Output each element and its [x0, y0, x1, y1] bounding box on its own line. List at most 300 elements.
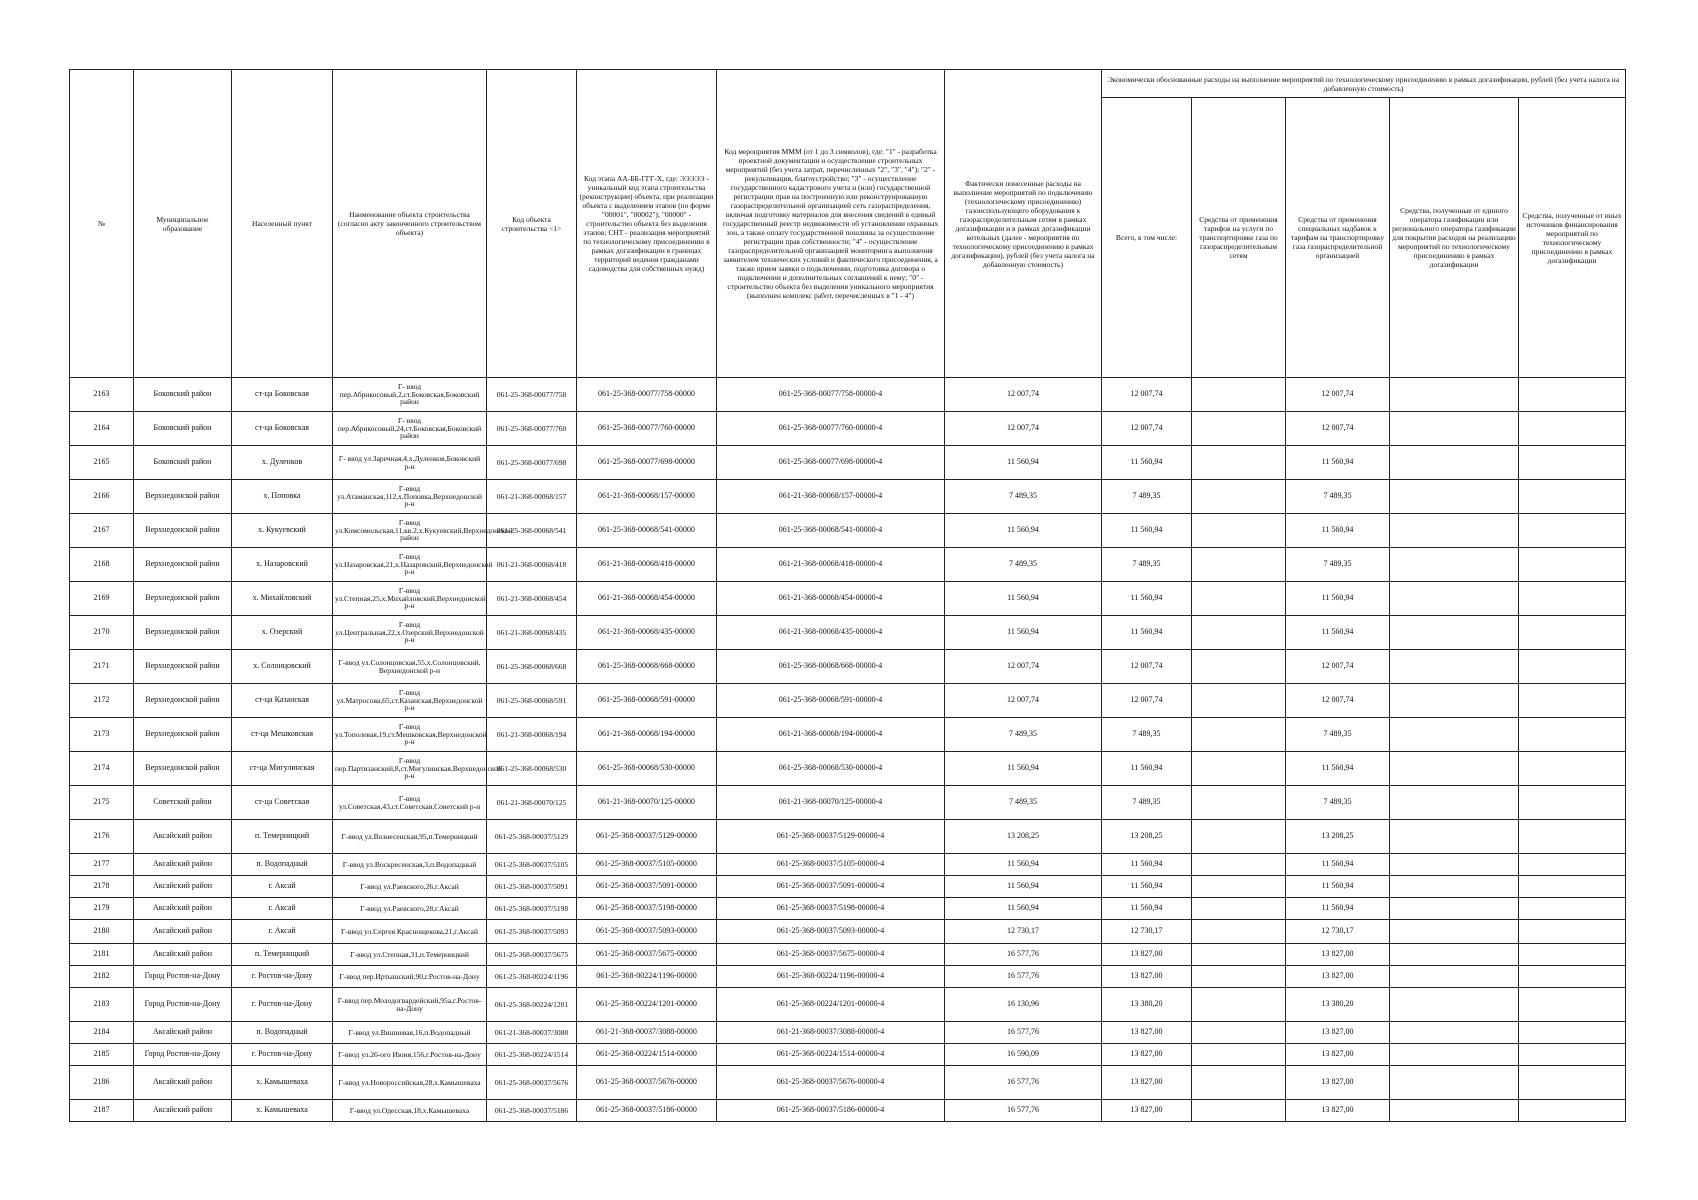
row-object-name: Г-ввод ул.Атаманская,112,х.Поповка,Верхнедонской р-н	[333, 480, 487, 514]
row-object-code: 061-25-368-00037/5675	[487, 944, 577, 966]
row-object-name: Г- ввод пер.Абрикосовый,2,ст.Боковская,Боковский район	[333, 378, 487, 412]
row-actual-costs: 12 007,74	[945, 684, 1102, 718]
row-settlement: г. Аксай	[232, 876, 333, 898]
row-settlement: х. Камышеваха	[232, 1100, 333, 1122]
row-actual-costs: 11 560,94	[945, 446, 1102, 480]
row-actual-costs: 16 577,76	[945, 966, 1102, 988]
row-operator	[1390, 786, 1519, 820]
row-event-code: 061-25-368-00068/591-00000-4	[717, 684, 945, 718]
row-object-name: Г-ввод ул.Солонцовская,55,х.Солонцовский, Верхнедонской р-н	[333, 650, 487, 684]
row-object-code: 061-25-368-00068/530	[487, 752, 577, 786]
row-tariff	[1192, 446, 1286, 480]
row-settlement: х. Кукуевский	[232, 514, 333, 548]
row-num: 2185	[70, 1044, 134, 1066]
row-markup: 11 560,94	[1286, 876, 1390, 898]
row-settlement: х. Солонцовский	[232, 650, 333, 684]
row-object-code: 061-21-368-00070/125	[487, 786, 577, 820]
table-row	[70, 514, 1626, 548]
row-object-code: 061-25-368-00037/5676	[487, 1066, 577, 1100]
row-actual-costs: 16 577,76	[945, 1066, 1102, 1100]
row-other	[1519, 876, 1626, 898]
row-object-code: 061-25-368-00077/698	[487, 446, 577, 480]
row-stage-code: 061-25-368-00068/591-00000	[577, 684, 717, 718]
row-markup: 12 007,74	[1286, 684, 1390, 718]
row-tariff	[1192, 920, 1286, 944]
table-row	[70, 820, 1626, 854]
row-total: 13 827,00	[1102, 1066, 1192, 1100]
row-operator	[1390, 412, 1519, 446]
row-actual-costs: 11 560,94	[945, 582, 1102, 616]
row-markup: 11 560,94	[1286, 514, 1390, 548]
header-object-name: Наименование объекта строительства (согласно акту законченного строительством объекта)	[333, 70, 487, 378]
row-operator	[1390, 854, 1519, 876]
row-actual-costs: 16 130,96	[945, 988, 1102, 1022]
row-operator	[1390, 1022, 1519, 1044]
row-object-name: Г-ввод пер.Иртышский,90,г.Ростов-на-Дону	[333, 966, 487, 988]
row-event-code: 061-21-368-00068/194-00000-4	[717, 718, 945, 752]
row-municipality: Город Ростов-на-Дону	[134, 966, 232, 988]
row-object-name: Г-ввод ул.Центральная,22,х.Озерский,Верхнедонской р-н	[333, 616, 487, 650]
row-event-code: 061-21-368-00037/3088-00000-4	[717, 1022, 945, 1044]
row-object-code: 061-21-368-00068/435	[487, 616, 577, 650]
header-total: Всего, в том числе:	[1102, 98, 1192, 378]
row-stage-code: 061-25-368-00037/5675-00000	[577, 944, 717, 966]
row-tariff	[1192, 1022, 1286, 1044]
row-markup: 13 380,20	[1286, 988, 1390, 1022]
row-other	[1519, 854, 1626, 876]
table-row	[70, 920, 1626, 944]
data-table	[69, 69, 1626, 1122]
row-markup: 11 560,94	[1286, 854, 1390, 876]
table-row	[70, 854, 1626, 876]
row-stage-code: 061-21-368-00068/435-00000	[577, 616, 717, 650]
row-object-name: Г-ввод ул.Степная,25,х.Михайловский,Верхнедонской р-н	[333, 582, 487, 616]
row-object-name: Г-ввод ул.Одесская,18,х.Камышеваха	[333, 1100, 487, 1122]
row-object-name: Г-ввод ул.Сергея Краснощекова,21,г.Аксай	[333, 920, 487, 944]
row-operator	[1390, 988, 1519, 1022]
row-other	[1519, 1044, 1626, 1066]
row-object-name: Г-ввод ул.Раевского,28,г.Аксай	[333, 898, 487, 920]
row-event-code: 061-25-368-00037/5186-00000-4	[717, 1100, 945, 1122]
row-total: 11 560,94	[1102, 514, 1192, 548]
row-stage-code: 061-25-368-00224/1201-00000	[577, 988, 717, 1022]
row-total: 11 560,94	[1102, 582, 1192, 616]
row-actual-costs: 7 489,35	[945, 480, 1102, 514]
row-stage-code: 061-25-368-00037/5105-00000	[577, 854, 717, 876]
row-object-code: 061-21-368-00068/418	[487, 548, 577, 582]
row-event-code: 061-25-368-00037/5676-00000-4	[717, 1066, 945, 1100]
row-total: 13 827,00	[1102, 1022, 1192, 1044]
row-other	[1519, 1066, 1626, 1100]
row-tariff	[1192, 786, 1286, 820]
row-total: 13 827,00	[1102, 944, 1192, 966]
row-markup: 11 560,94	[1286, 616, 1390, 650]
row-municipality: Верхнедонской район	[134, 480, 232, 514]
row-stage-code: 061-25-368-00077/760-00000	[577, 412, 717, 446]
row-municipality: Город Ростов-на-Дону	[134, 1044, 232, 1066]
row-total: 13 827,00	[1102, 1044, 1192, 1066]
row-total: 12 007,74	[1102, 378, 1192, 412]
row-object-name: Г-ввод ул.Воскресенская,3,п.Водопадный	[333, 854, 487, 876]
row-num: 2173	[70, 718, 134, 752]
row-event-code: 061-21-368-00068/454-00000-4	[717, 582, 945, 616]
row-object-name: Г-ввод ул.Раевского,26,г.Аксай	[333, 876, 487, 898]
row-markup: 13 827,00	[1286, 944, 1390, 966]
row-actual-costs: 11 560,94	[945, 514, 1102, 548]
row-total: 11 560,94	[1102, 446, 1192, 480]
row-object-name: Г-ввод ул.Тополевая,19,ст.Мешковская,Верхнедонской р-н	[333, 718, 487, 752]
row-tariff	[1192, 1066, 1286, 1100]
row-object-code: 061-25-368-00068/591	[487, 684, 577, 718]
row-event-code: 061-25-368-00077/758-00000-4	[717, 378, 945, 412]
table-row	[70, 1044, 1626, 1066]
row-other	[1519, 446, 1626, 480]
row-settlement: г. Ростов-на-Дону	[232, 1044, 333, 1066]
row-municipality: Советский район	[134, 786, 232, 820]
row-actual-costs: 12 007,74	[945, 650, 1102, 684]
row-stage-code: 061-21-368-00068/194-00000	[577, 718, 717, 752]
row-event-code: 061-25-368-00037/5093-00000-4	[717, 920, 945, 944]
row-stage-code: 061-21-368-00068/418-00000	[577, 548, 717, 582]
row-event-code: 061-25-368-00224/1201-00000-4	[717, 988, 945, 1022]
row-operator	[1390, 378, 1519, 412]
row-markup: 13 827,00	[1286, 966, 1390, 988]
row-municipality: Верхнедонской район	[134, 582, 232, 616]
row-total: 7 489,35	[1102, 480, 1192, 514]
table-row	[70, 944, 1626, 966]
row-tariff	[1192, 718, 1286, 752]
row-operator	[1390, 1066, 1519, 1100]
row-object-code: 061-25-368-00037/5093	[487, 920, 577, 944]
row-event-code: 061-25-368-00037/5091-00000-4	[717, 876, 945, 898]
header-tariff: Средства от применения тарифов на услуги по транспортировке газа по газораспределительным сетям	[1192, 98, 1286, 378]
row-settlement: п. Водопадный	[232, 854, 333, 876]
table-row	[70, 548, 1626, 582]
row-tariff	[1192, 944, 1286, 966]
row-other	[1519, 684, 1626, 718]
row-event-code: 061-21-368-00070/125-00000-4	[717, 786, 945, 820]
row-operator	[1390, 898, 1519, 920]
row-stage-code: 061-25-368-00037/5129-00000	[577, 820, 717, 854]
header-operator: Средства, полученные от единого оператора газификации или регионального оператора газификации для покрытия расходов на реализацию мероприятий по технологическому присоединению в рамках догазификации	[1390, 98, 1519, 378]
row-municipality: Верхнедонской район	[134, 752, 232, 786]
row-actual-costs: 13 208,25	[945, 820, 1102, 854]
row-other	[1519, 966, 1626, 988]
header-settlement: Населенный пункт	[232, 70, 333, 378]
row-object-code: 061-25-368-00037/5105	[487, 854, 577, 876]
row-other	[1519, 944, 1626, 966]
row-municipality: Город Ростов-на-Дону	[134, 988, 232, 1022]
row-tariff	[1192, 966, 1286, 988]
row-object-code: 061-21-368-00037/3088	[487, 1022, 577, 1044]
row-municipality: Боковский район	[134, 412, 232, 446]
row-municipality: Верхнедонской район	[134, 616, 232, 650]
row-event-code: 061-25-368-00077/760-00000-4	[717, 412, 945, 446]
row-object-name: Г-ввод ул.Матросова,65,ст.Казанская,Верхнедонской р-н	[333, 684, 487, 718]
row-total: 11 560,94	[1102, 876, 1192, 898]
row-municipality: Верхнедонской район	[134, 650, 232, 684]
row-stage-code: 061-25-368-00068/530-00000	[577, 752, 717, 786]
row-tariff	[1192, 876, 1286, 898]
table-row	[70, 446, 1626, 480]
row-stage-code: 061-21-368-00068/454-00000	[577, 582, 717, 616]
row-num: 2177	[70, 854, 134, 876]
row-stage-code: 061-21-368-00070/125-00000	[577, 786, 717, 820]
row-total: 13 827,00	[1102, 966, 1192, 988]
row-municipality: Верхнедонской район	[134, 684, 232, 718]
row-num: 2169	[70, 582, 134, 616]
header-other: Средства, полученные от иных источников финансирования мероприятий по технологическому присоединению в рамках догазификации	[1519, 98, 1626, 378]
row-total: 7 489,35	[1102, 548, 1192, 582]
header-group-economic-costs: Экономически обоснованные расходы на выполнение мероприятий по технологическому присоединению в рамках догазификации, рублей (без учета налога на добавленную стоимость)	[1102, 70, 1626, 98]
row-num: 2186	[70, 1066, 134, 1100]
row-event-code: 061-25-368-00068/668-00000-4	[717, 650, 945, 684]
row-actual-costs: 11 560,94	[945, 898, 1102, 920]
table-row	[70, 786, 1626, 820]
row-municipality: Аксайский район	[134, 1100, 232, 1122]
row-settlement: х. Камышеваха	[232, 1066, 333, 1100]
row-num: 2165	[70, 446, 134, 480]
row-operator	[1390, 920, 1519, 944]
row-object-name: Г- ввод ул.Заречная,4,х.Дуленков,Боковский р-н	[333, 446, 487, 480]
row-tariff	[1192, 378, 1286, 412]
row-other	[1519, 920, 1626, 944]
row-total: 12 007,74	[1102, 412, 1192, 446]
table-row	[70, 966, 1626, 988]
row-other	[1519, 548, 1626, 582]
row-other	[1519, 1100, 1626, 1122]
row-operator	[1390, 944, 1519, 966]
row-num: 2172	[70, 684, 134, 718]
header-object-code: Код объекта строительства <1>	[487, 70, 577, 378]
header-municipality: Муниципальное образование	[134, 70, 232, 378]
row-tariff	[1192, 898, 1286, 920]
row-markup: 7 489,35	[1286, 480, 1390, 514]
row-object-name: Г-ввод ул.Советская,43,ст.Советская,Советский р-н	[333, 786, 487, 820]
table-row	[70, 898, 1626, 920]
row-markup: 11 560,94	[1286, 898, 1390, 920]
row-other	[1519, 616, 1626, 650]
row-stage-code: 061-25-368-00037/5198-00000	[577, 898, 717, 920]
row-municipality: Аксайский район	[134, 944, 232, 966]
row-stage-code: 061-25-368-00224/1514-00000	[577, 1044, 717, 1066]
row-markup: 11 560,94	[1286, 752, 1390, 786]
row-total: 13 827,00	[1102, 1100, 1192, 1122]
row-municipality: Боковский район	[134, 378, 232, 412]
row-num: 2178	[70, 876, 134, 898]
row-object-name: Г- ввод пер.Абрикосовый,24,ст.Боковская,Боковский район	[333, 412, 487, 446]
row-actual-costs: 11 560,94	[945, 752, 1102, 786]
row-object-code: 061-25-368-00224/1514	[487, 1044, 577, 1066]
row-tariff	[1192, 582, 1286, 616]
row-total: 13 208,25	[1102, 820, 1192, 854]
row-other	[1519, 412, 1626, 446]
row-municipality: Верхнедонской район	[134, 514, 232, 548]
row-settlement: г. Аксай	[232, 920, 333, 944]
row-stage-code: 061-25-368-00224/1196-00000	[577, 966, 717, 988]
row-stage-code: 061-25-368-00068/668-00000	[577, 650, 717, 684]
row-object-name: Г-ввод пер.Молодогвардейский,95а,г.Ростов-на-Дону	[333, 988, 487, 1022]
row-tariff	[1192, 650, 1286, 684]
table-row	[70, 718, 1626, 752]
row-object-code: 061-21-368-00068/157	[487, 480, 577, 514]
row-actual-costs: 16 577,76	[945, 1100, 1102, 1122]
row-settlement: г. Аксай	[232, 898, 333, 920]
row-municipality: Боковский район	[134, 446, 232, 480]
row-actual-costs: 12 007,74	[945, 378, 1102, 412]
row-num: 2176	[70, 820, 134, 854]
row-total: 11 560,94	[1102, 898, 1192, 920]
row-markup: 12 007,74	[1286, 412, 1390, 446]
row-markup: 13 827,00	[1286, 1100, 1390, 1122]
row-stage-code: 061-25-368-00037/5186-00000	[577, 1100, 717, 1122]
row-markup: 13 827,00	[1286, 1066, 1390, 1100]
row-settlement: п. Водопадный	[232, 1022, 333, 1044]
row-other	[1519, 752, 1626, 786]
row-other	[1519, 514, 1626, 548]
header-event-code: Код мероприятия МММ (от 1 до 3 символов), где: "1" - разработка проектной документации и осуществление строительных мероприятий (без учета затрат, перечисленных "2", "3", "4"); "2" - рекультивация, благоустройство; "3" - осуществление государственного кадастрового учета и (или) государственной регистрации прав на построенную или реконструированную газораспределительной организацией сеть газораспределения, включая подготовку материалов для внесения сведений в единый государственный реестр недвижимости об установлении охранных зон, а также оплату государственной пошлины за осуществление регистрации прав собственности; "4" - осуществление газораспределительной организацией мониторинга выполнения заявителем технических условий и фактического присоединения, а также прием заявки о подключении, подготовка договора о подключении и дополнительных соглашений к нему; "0" - строительство объекта без выделения уникального мероприятия (выполнен комплекс работ, перечисленных в "1 - 4")	[717, 70, 945, 378]
row-markup: 12 730,17	[1286, 920, 1390, 944]
row-settlement: х. Михайловский	[232, 582, 333, 616]
row-other	[1519, 378, 1626, 412]
row-settlement: х. Озерский	[232, 616, 333, 650]
row-settlement: х. Дуленков	[232, 446, 333, 480]
row-object-code: 061-25-368-00037/5091	[487, 876, 577, 898]
row-other	[1519, 820, 1626, 854]
row-num: 2175	[70, 786, 134, 820]
row-operator	[1390, 548, 1519, 582]
row-tariff	[1192, 1100, 1286, 1122]
row-object-name: Г-ввод ул.Назаровская,21,х.Назаровский,Верхнедонской р-н	[333, 548, 487, 582]
row-total: 11 560,94	[1102, 854, 1192, 876]
row-object-name: Г-ввод ул.Вишневая,16,п.Водопадный	[333, 1022, 487, 1044]
row-other	[1519, 650, 1626, 684]
row-markup: 13 827,00	[1286, 1022, 1390, 1044]
row-tariff	[1192, 854, 1286, 876]
row-other	[1519, 718, 1626, 752]
row-operator	[1390, 718, 1519, 752]
row-total: 12 007,74	[1102, 684, 1192, 718]
row-tariff	[1192, 684, 1286, 718]
row-actual-costs: 16 577,76	[945, 944, 1102, 966]
row-settlement: ст-ца Мигулинская	[232, 752, 333, 786]
row-object-name: Г-ввод ул.Степная,31,п.Темерницкий	[333, 944, 487, 966]
row-settlement: ст-ца Боковская	[232, 378, 333, 412]
row-operator	[1390, 514, 1519, 548]
row-object-name: Г-ввод ул.Комсомольская,11,кв.2,х.Кукуевский,Верхнедонской район	[333, 514, 487, 548]
row-object-code: 061-25-368-00077/760	[487, 412, 577, 446]
row-event-code: 061-25-368-00077/698-00000-4	[717, 446, 945, 480]
row-object-code: 061-25-368-00037/5198	[487, 898, 577, 920]
row-num: 2168	[70, 548, 134, 582]
header-markup: Средства от применения специальных надбавок к тарифам на транспортировку газа газораспределительной организацией	[1286, 98, 1390, 378]
row-stage-code: 061-25-368-00077/758-00000	[577, 378, 717, 412]
row-municipality: Аксайский район	[134, 820, 232, 854]
row-markup: 7 489,35	[1286, 548, 1390, 582]
row-num: 2164	[70, 412, 134, 446]
row-total: 7 489,35	[1102, 718, 1192, 752]
table-row	[70, 480, 1626, 514]
row-object-code: 061-25-368-00068/668	[487, 650, 577, 684]
row-operator	[1390, 1100, 1519, 1122]
row-municipality: Верхнедонской район	[134, 548, 232, 582]
row-stage-code: 061-25-368-00077/698-00000	[577, 446, 717, 480]
row-markup: 11 560,94	[1286, 582, 1390, 616]
row-operator	[1390, 876, 1519, 898]
row-other	[1519, 582, 1626, 616]
row-tariff	[1192, 616, 1286, 650]
table-row	[70, 876, 1626, 898]
row-total: 13 380,20	[1102, 988, 1192, 1022]
row-municipality: Аксайский район	[134, 1022, 232, 1044]
row-event-code: 061-21-368-00068/435-00000-4	[717, 616, 945, 650]
row-num: 2166	[70, 480, 134, 514]
row-object-code: 061-21-368-00068/454	[487, 582, 577, 616]
table-row	[70, 1100, 1626, 1122]
row-municipality: Верхнедонской район	[134, 718, 232, 752]
row-stage-code: 061-25-368-00037/5676-00000	[577, 1066, 717, 1100]
row-total: 12 730,17	[1102, 920, 1192, 944]
row-actual-costs: 11 560,94	[945, 876, 1102, 898]
table-row	[70, 752, 1626, 786]
row-tariff	[1192, 820, 1286, 854]
table-row	[70, 412, 1626, 446]
row-municipality: Аксайский район	[134, 876, 232, 898]
row-markup: 12 007,74	[1286, 650, 1390, 684]
row-event-code: 061-25-368-00037/5675-00000-4	[717, 944, 945, 966]
table-row	[70, 988, 1626, 1022]
row-num: 2179	[70, 898, 134, 920]
row-settlement: п. Темерницкий	[232, 944, 333, 966]
row-municipality: Аксайский район	[134, 854, 232, 876]
row-markup: 7 489,35	[1286, 786, 1390, 820]
row-tariff	[1192, 752, 1286, 786]
row-operator	[1390, 480, 1519, 514]
row-object-code: 061-25-368-00068/541	[487, 514, 577, 548]
row-object-code: 061-25-368-00077/758	[487, 378, 577, 412]
row-markup: 12 007,74	[1286, 378, 1390, 412]
row-settlement: г. Ростов-на-Дону	[232, 988, 333, 1022]
row-object-code: 061-25-368-00224/1201	[487, 988, 577, 1022]
row-num: 2187	[70, 1100, 134, 1122]
row-operator	[1390, 752, 1519, 786]
row-event-code: 061-25-368-00068/530-00000-4	[717, 752, 945, 786]
row-municipality: Аксайский район	[134, 1066, 232, 1100]
row-operator	[1390, 684, 1519, 718]
row-num: 2183	[70, 988, 134, 1022]
header-actual-costs: Фактически понесенные расходы на выполнение мероприятий по подключению (технологическому присоединению) газоиспользующего оборудования к газораспределительным сетям в рамках догазификации и в рамках догазификации котельных (далее - мероприятия по технологическому присоединению в рамках догазификации), рублей (без учета налога на добавленную стоимость)	[945, 70, 1102, 378]
header-num: №	[70, 70, 134, 378]
row-object-name: Г-ввод ул.26-ого Июня,156,г.Ростов-на-Дону	[333, 1044, 487, 1066]
row-tariff	[1192, 1044, 1286, 1066]
row-object-code: 061-25-368-00037/5186	[487, 1100, 577, 1122]
row-num: 2163	[70, 378, 134, 412]
header-stage-code: Код этапа АА-ББ-ГГГ-Х, где: ЭЭЭЭЭ - уникальный код этапа строительства (реконструкции) объекта, при реализации объекта с выделением этапов (по форме "00001", "00002"); "00000" - строительство объекта без выделения этапов; СНТ - реализация мероприятий по технологическому присоединению в рамках догазификации в границах территорий ведения гражданами садоводства для собственных нужд)	[577, 70, 717, 378]
row-event-code: 061-25-368-00224/1514-00000-4	[717, 1044, 945, 1066]
row-stage-code: 061-25-368-00037/5091-00000	[577, 876, 717, 898]
row-other	[1519, 480, 1626, 514]
row-tariff	[1192, 988, 1286, 1022]
row-object-name: Г-ввод ул.Вознесенская,95,п.Темерницкий	[333, 820, 487, 854]
row-object-code: 061-25-368-00224/1196	[487, 966, 577, 988]
row-operator	[1390, 616, 1519, 650]
row-object-name: Г-ввод ул.Новороссийская,28,х.Камышеваха	[333, 1066, 487, 1100]
row-event-code: 061-25-368-00037/5198-00000-4	[717, 898, 945, 920]
row-stage-code: 061-21-368-00037/3088-00000	[577, 1022, 717, 1044]
row-total: 11 560,94	[1102, 616, 1192, 650]
row-num: 2171	[70, 650, 134, 684]
row-settlement: ст-ца Мешковская	[232, 718, 333, 752]
